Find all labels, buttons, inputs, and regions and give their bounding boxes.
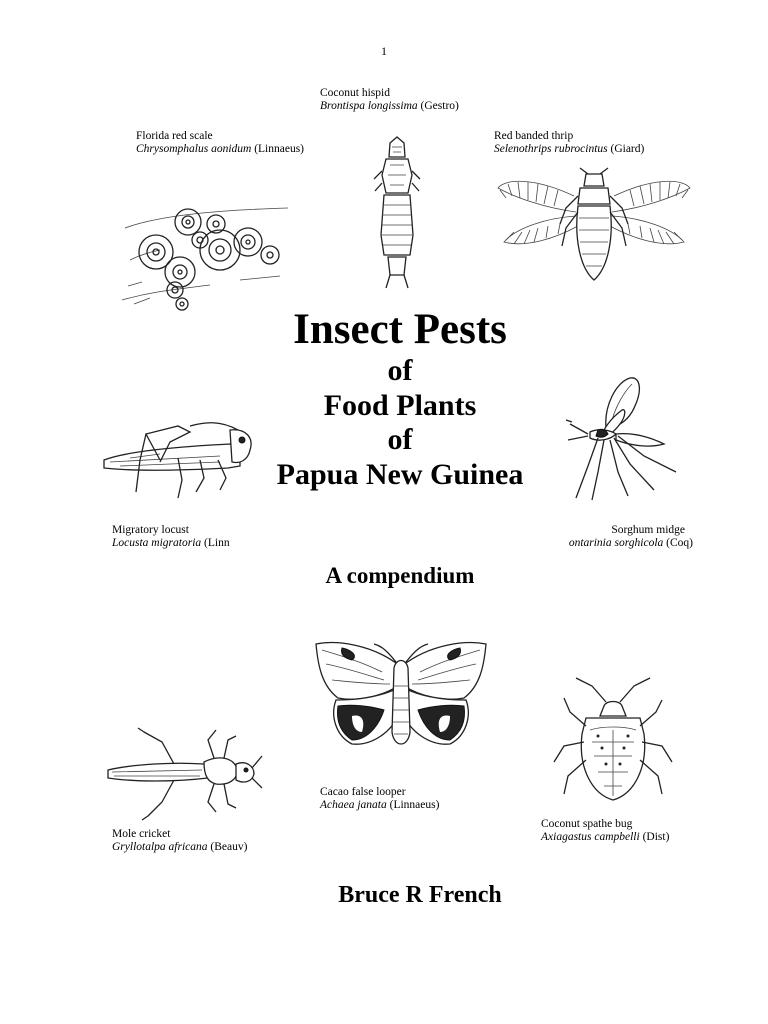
thrip-icon (496, 168, 692, 286)
latin-name: Brontispa longissima (320, 100, 418, 112)
latin-name: Selenothrips rubrocintus (494, 143, 608, 155)
latin-name: Locusta migratoria (112, 537, 202, 549)
caption-mole-cricket (112, 828, 247, 854)
caption-cacao-false-looper (320, 786, 439, 812)
authority: (Linnaeus) (386, 799, 440, 811)
caption-red-banded-thrip (494, 130, 644, 156)
authority: (Giard) (607, 143, 645, 155)
authority: (Coq) (663, 537, 693, 549)
authority: (Gestro) (417, 100, 459, 112)
latin-name: Axiagastus campbelli (541, 831, 640, 843)
common-name: Florida red scale (136, 130, 213, 142)
latin-name: Chrysomphalus aonidum (136, 143, 252, 155)
midge-icon (560, 376, 680, 502)
common-name: Migratory locust (112, 524, 189, 536)
caption-sorghum-midge (569, 524, 693, 550)
beetle-larva-icon (372, 135, 422, 290)
common-name: Red banded thrip (494, 130, 574, 142)
caption-migratory-locust (112, 524, 230, 550)
common-name: Sorghum midge (611, 524, 685, 536)
title-food-plants: Food Plants (323, 389, 477, 422)
authority: (Linnaeus) (251, 143, 305, 155)
moth-icon (312, 636, 490, 756)
authority: (Linn (201, 537, 230, 549)
document-title: Insect Pests (293, 306, 507, 353)
scale-insect-icon (120, 200, 290, 315)
common-name: Cacao false looper (320, 786, 406, 798)
title-papua-new-guinea: Papua New Guinea (276, 458, 524, 491)
locust-icon (100, 420, 255, 500)
common-name: Coconut hispid (320, 87, 390, 99)
page-number: 1 (381, 44, 387, 58)
common-name: Coconut spathe bug (541, 818, 633, 830)
title-of-2: of (387, 423, 413, 456)
latin-name: ontarinia sorghicola (568, 537, 664, 549)
caption-florida-red-scale (136, 130, 304, 156)
shield-bug-icon (546, 676, 680, 806)
mole-cricket-icon (104, 726, 264, 822)
latin-name: Gryllotalpa africana (112, 841, 208, 853)
caption-coconut-spathe-bug (541, 818, 669, 844)
authority: (Beauv) (207, 841, 248, 853)
title-of-1: of (387, 354, 413, 387)
latin-name: Achaea janata (320, 799, 387, 811)
authority: (Dist) (639, 831, 670, 843)
caption-coconut-hispid (320, 87, 459, 113)
subtitle: A compendium (325, 563, 475, 588)
author-name: Bruce R French (338, 882, 502, 908)
common-name: Mole cricket (112, 828, 171, 840)
